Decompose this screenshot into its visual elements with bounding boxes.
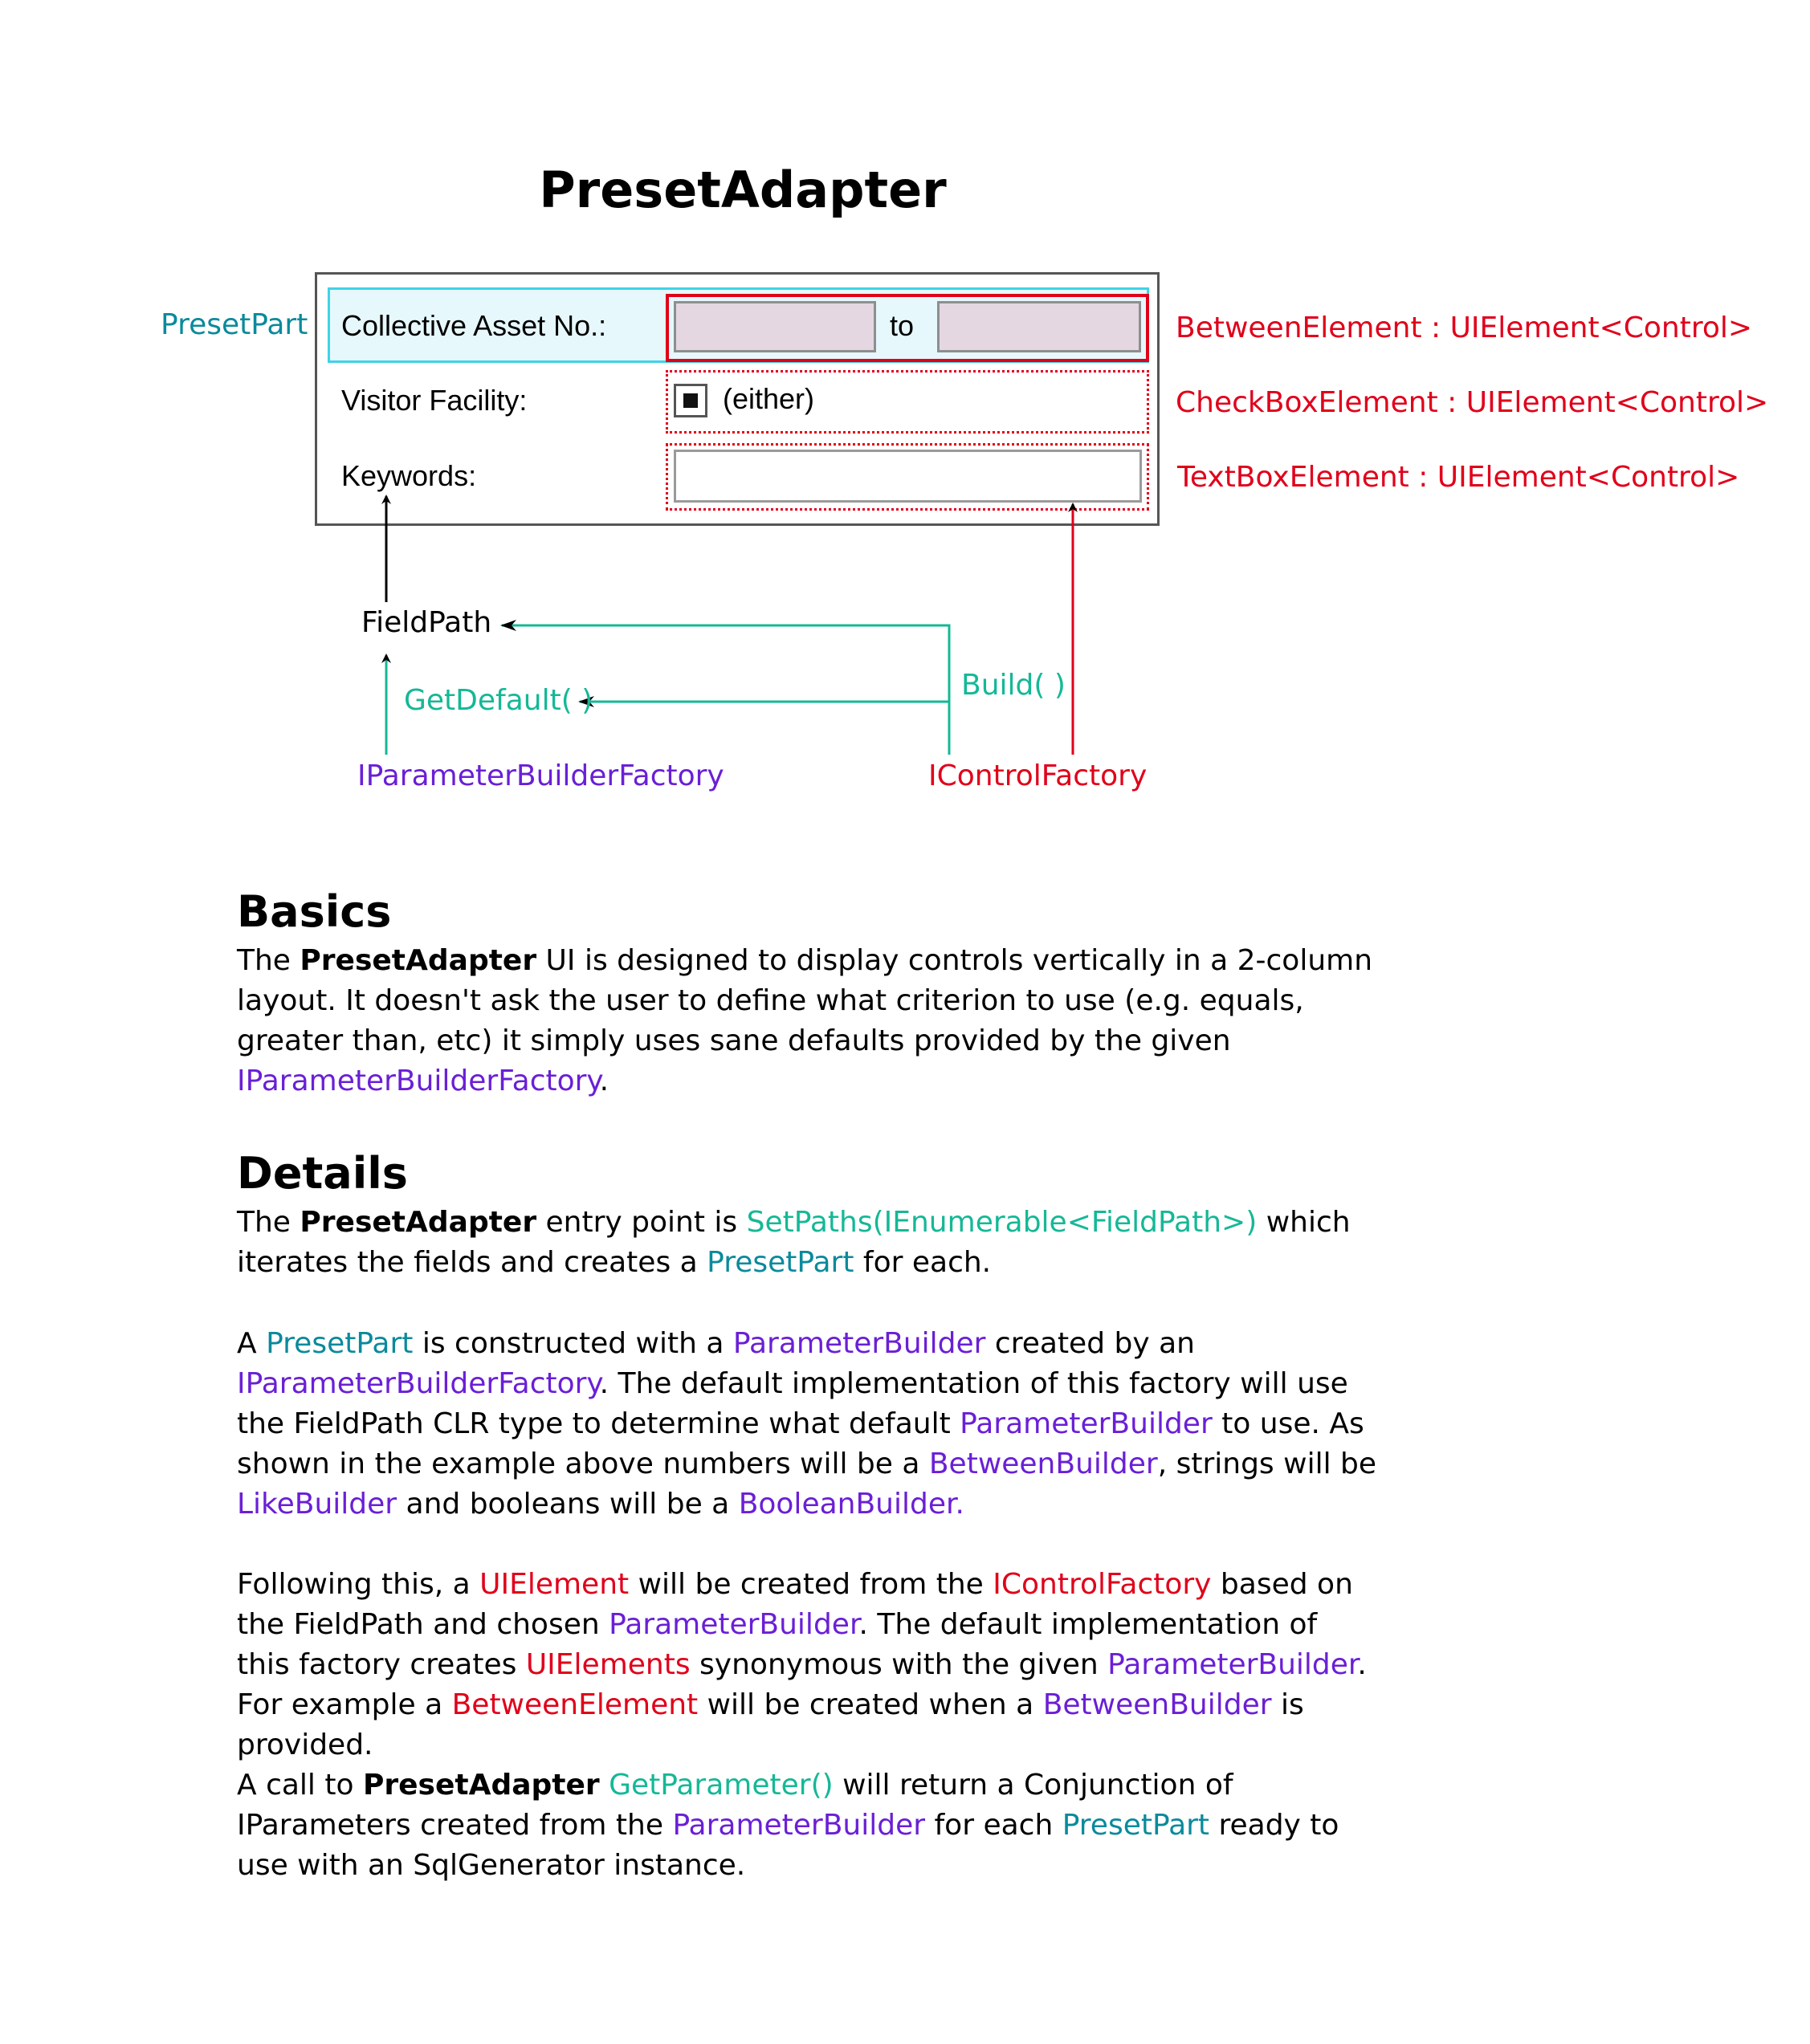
fieldpath-label: FieldPath [361, 606, 492, 639]
basics-paragraph: The PresetAdapter UI is designed to display controls vertically in a 2-column layout. It doesn't ask the user to define what criterion to use (e.g. equals, greater than, etc) it simply uses sane defaults provided by the given IParameterBuilderFactory. [237, 944, 1373, 1097]
build-label: Build( ) [961, 669, 1066, 702]
details-paragraph-2: A PresetPart is constructed with a ParameterBuilder created by an IParameterBuilderFactory. The default implementation of this factory will use the FieldPath CLR type to determine what default ParameterBuilder to use. As shown in the example above numbers will be a BetweenBuilder, strings will be LikeBuilder and booleans will be a BooleanBuilder. [237, 1327, 1377, 1521]
checkbox-element-label: CheckBoxElement : UIElement<Control> [1176, 386, 1769, 419]
keywords-label: Keywords: [341, 459, 477, 492]
icontrolfactory-label: IControlFactory [928, 759, 1148, 792]
diagram-arrows [0, 0, 1810, 851]
textbox-element-label: TextBoxElement : UIElement<Control> [1177, 461, 1740, 494]
getdefault-label: GetDefault( ) [404, 684, 593, 717]
page-title: PresetAdapter [539, 161, 947, 219]
details-paragraph-4: A call to PresetAdapter GetParameter() will return a Conjunction of IParameters created from the ParameterBuilder for each PresetPart ready to use with an SqlGenerator instance. [237, 1769, 1339, 1882]
checkbox-text: (either) [723, 382, 815, 415]
collective-asset-label: Collective Asset No.: [341, 309, 607, 342]
visitor-facility-label: Visitor Facility: [341, 384, 528, 417]
details-paragraph-3: Following this, a UIElement will be created from the IControlFactory based on the FieldPath and chosen ParameterBuilder. The default implementation of this factory creates UIElements synonymous with the given ParameterBuilder. For example a BetweenElement will be created when a BetweenBuilder is provided. [237, 1568, 1367, 1761]
basics-heading: Basics [237, 886, 392, 937]
iparameterbuilderfactory-label: IParameterBuilderFactory [357, 759, 724, 792]
between-element-label: BetweenElement : UIElement<Control> [1176, 311, 1753, 344]
between-to-label: to [890, 309, 915, 342]
details-heading: Details [237, 1148, 408, 1199]
details-paragraph-1: The PresetAdapter entry point is SetPaths(IEnumerable<FieldPath>) which iterates the fields and creates a PresetPart for each. [237, 1206, 1351, 1279]
preset-part-label: PresetPart [161, 308, 308, 341]
